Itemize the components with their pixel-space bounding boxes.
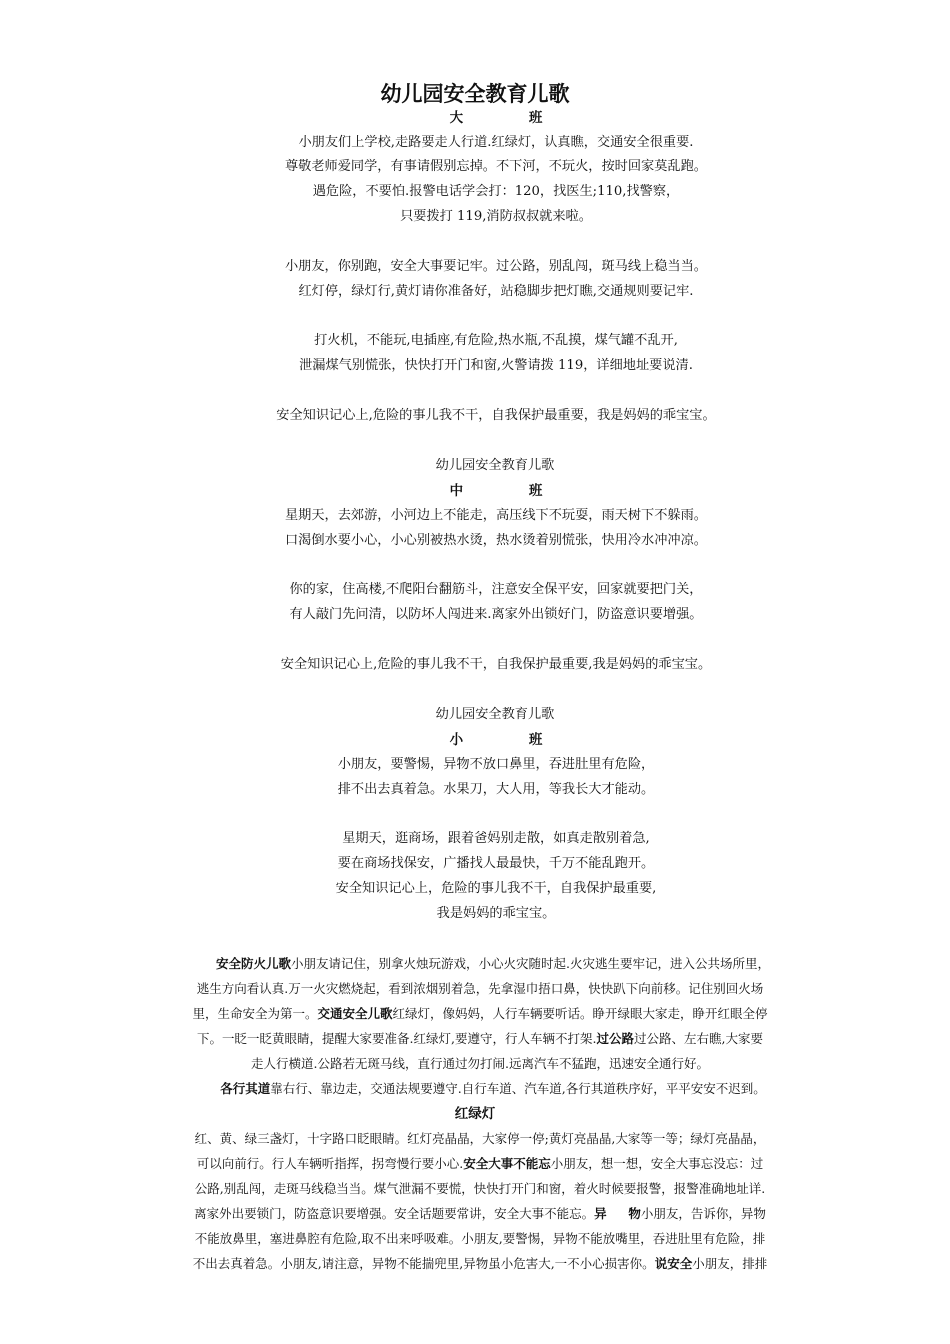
light-paragraph-line-2 (130, 1154, 830, 1174)
big-class-line-2: 尊敬老师爱同学，有事请假别忘掉。不下河，不玩火，按时回家莫乱跑。 (285, 159, 707, 174)
fire-paragraph-text-1: 小朋友请记住，别拿火烛玩游戏，小心火灾随时起.火灾逃生要牢记，进入公共场所里， (291, 956, 770, 971)
fire-paragraph-line-6 (130, 1079, 830, 1099)
big-class-line-6: 红灯停，绿灯行,黄灯请你准备好，站稳脚步把灯瞧,交通规则要记牢. (298, 284, 694, 299)
fire-paragraph-text-6: 靠右行、靠边走，交通法规要遵守.自行车道、汽车道,各行其道秩序好，平平安安不迟到。 (270, 1081, 766, 1096)
fire-paragraph-line-1 (130, 954, 830, 974)
small-class-label: 小 班 (449, 732, 543, 748)
fire-song-heading: 安全防火儿歌 (216, 956, 292, 971)
big-class-label: 大 班 (449, 110, 543, 126)
fire-paragraph-line-2: 逃生方向看认真.万一火灾燃烧起，看到浓烟别着急，先拿湿巾捂口鼻，快快趴下向前移。记住别回火场 (196, 981, 764, 996)
light-paragraph-text-4a: 离家外出要锁门，防盗意识要增强。安全话题要常讲，安全大事不能忘。 (194, 1206, 595, 1221)
fire-paragraph-text-4b: 过公路、左右瞧,大家要 (633, 1031, 763, 1046)
foreign-object-heading: 异 物 (594, 1206, 641, 1221)
fire-paragraph-line-3 (130, 1004, 830, 1024)
fire-paragraph-text-3b: 红绿灯，像妈妈，人行车辆要听话。睁开绿眼大家走，睁开红眼全停 (392, 1006, 768, 1021)
small-class-title: 幼儿园安全教育儿歌 (435, 707, 555, 722)
fire-paragraph-text-4a: 下。一眨一眨黄眼睛，提醒大家要准备.红绿灯,要遵守，行人车辆不打架. (197, 1031, 597, 1046)
big-class-line-1: 小朋友们上学校,走路要走人行道.红绿灯，认真瞧，交通安全很重要. (298, 135, 694, 150)
small-class-line-2: 排不出去真着急。水果刀，大人用，等我长大才能动。 (337, 782, 655, 797)
traffic-song-heading: 交通安全儿歌 (317, 1006, 393, 1021)
small-class-line-4: 要在商场找保安，广播找人最最快，千万不能乱跑开。 (337, 856, 655, 871)
light-paragraph-line-5: 不能放鼻里，塞进鼻腔有危险,取不出来呼吸难。小朋友,要警惕，异物不能放嘴里，吞进肚里有危险，排 (194, 1231, 766, 1246)
big-class-line-9: 安全知识记心上,危险的事儿我不干，自我保护最重要，我是妈妈的乖宝宝。 (276, 408, 716, 423)
light-paragraph-text-4b: 小朋友，告诉你，异物 (640, 1206, 766, 1221)
small-class-line-6: 我是妈妈的乖宝宝。 (436, 906, 556, 921)
big-class-line-4: 只要拨打 119,消防叔叔就来啦。 (400, 209, 592, 224)
road-song-heading: 过公路 (596, 1031, 634, 1046)
safety-matters-heading: 安全大事不能忘 (463, 1156, 551, 1171)
light-paragraph-text-2b: 小朋友，想一想，安全大事忘没忘：过 (550, 1156, 764, 1171)
light-paragraph-line-4 (130, 1204, 830, 1224)
fire-paragraph-line-4 (130, 1029, 830, 1049)
light-paragraph-text-6b: 小朋友，排排 (692, 1256, 768, 1271)
big-class-line-7: 打火机，不能玩,电插座,有危险,热水瓶,不乱摸，煤气罐不乱开, (314, 333, 678, 348)
say-safety-heading: 说安全 (654, 1256, 693, 1271)
light-paragraph-text-2a: 可以向前行。行人车辆听指挥，拐弯慢行要小心. (196, 1156, 464, 1171)
small-class-line-3: 星期天，逛商场，跟着爸妈别走散，如真走散别着急, (342, 831, 650, 846)
small-class-line-5: 安全知识记心上，危险的事儿我不干，自我保护最重要, (335, 881, 657, 896)
traffic-light-heading: 红绿灯 (454, 1106, 496, 1122)
fire-paragraph-line-5: 走人行横道.公路若无斑马线，直行通过勿打闹.远离汽车不猛跑，迅速安全通行好。 (251, 1056, 709, 1071)
light-paragraph-line-3: 公路,别乱闯，走斑马线稳当当。煤气泄漏不要慌，快快打开门和窗，着火时候要报警，报警准确地址详. (194, 1181, 766, 1196)
fire-paragraph-text-3a: 里，生命安全为第一。 (192, 1006, 318, 1021)
middle-class-line-2: 口渴倒水要小心，小心别被热水烫，热水烫着别慌张，快用冷水冲冲凉。 (285, 533, 707, 548)
middle-class-label: 中 班 (449, 483, 543, 499)
page-title: 幼儿园安全教育儿歌 (380, 82, 570, 106)
light-paragraph-line-6 (130, 1254, 830, 1274)
middle-class-title: 幼儿园安全教育儿歌 (435, 458, 555, 473)
big-class-line-3: 遇危险，不要怕.报警电话学会打：120，找医生;110,找警察， (312, 184, 680, 199)
middle-class-line-5: 安全知识记心上,危险的事儿我不干，自我保护最重要,我是妈妈的乖宝宝。 (280, 657, 712, 672)
middle-class-line-1: 星期天，去郊游，小河边上不能走，高压线下不玩耍，雨天树下不躲雨。 (285, 508, 707, 523)
big-class-line-5: 小朋友，你别跑，安全大事要记牢。过公路，别乱闯，斑马线上稳当当。 (285, 259, 707, 274)
middle-class-line-3: 你的家，住高楼,不爬阳台翻筋斗，注意安全保平安，回家就要把门关， (289, 582, 703, 597)
big-class-line-8: 泄漏煤气别慌张，快快打开门和窗,火警请拨 119，详细地址要说清. (299, 358, 693, 373)
light-paragraph-text-6a: 不出去真着急。小朋友,请注意，异物不能揣兜里,异物虽小危害大,一不小心损害你。 (192, 1256, 655, 1271)
small-class-line-1: 小朋友，要警惕，异物不放口鼻里，吞进肚里有危险， (337, 757, 655, 772)
light-paragraph-line-1: 红、黄、绿三盏灯，十字路口眨眼睛。红灯亮晶晶，大家停一停;黄灯亮晶晶,大家等一等；绿灯亮晶晶， (194, 1131, 766, 1146)
middle-class-line-4: 有人敲门先问清，以防坏人闯进来.离家外出锁好门，防盗意识要增强。 (289, 607, 703, 622)
lanes-song-heading: 各行其道 (220, 1081, 271, 1096)
